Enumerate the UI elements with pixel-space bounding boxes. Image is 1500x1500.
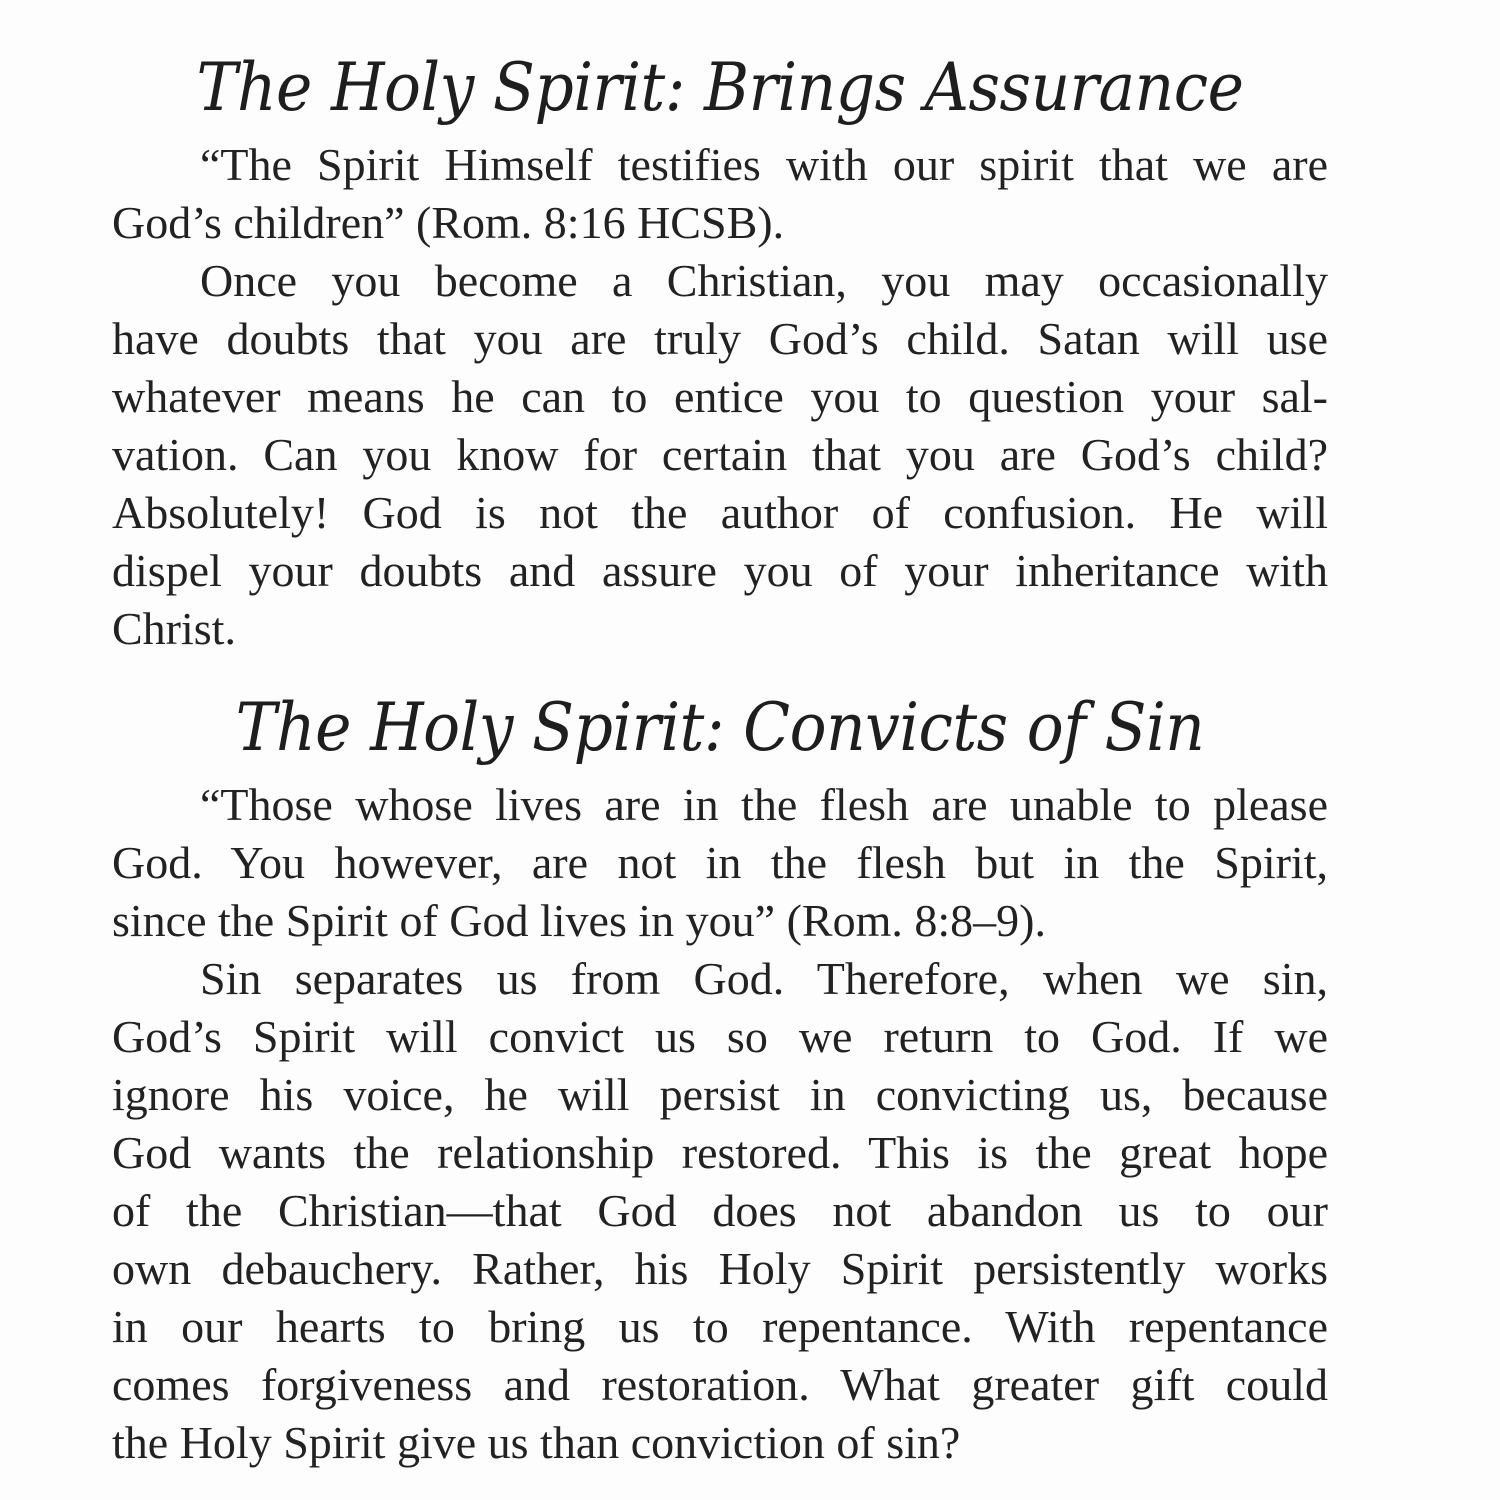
text-line: God wants the relationship restored. This is the great hope (112, 1127, 1328, 1178)
text-line: in our hearts to bring us to repentance. With repentance (112, 1301, 1328, 1352)
body-paragraph (112, 252, 1328, 658)
text-line: whatever means he can to entice you to question your sal- (112, 371, 1328, 422)
section-heading: The Holy Spirit: Brings Assurance (196, 49, 1244, 126)
text-line: “The Spirit Himself testifies with our spirit that we are (200, 139, 1328, 190)
text-line: Sin separates us from God. Therefore, when we sin, (200, 953, 1328, 1004)
scripture-quote (112, 136, 1328, 252)
text-line: have doubts that you are truly God’s child. Satan will use (112, 313, 1328, 364)
scripture-quote (112, 776, 1328, 950)
text-line: Once you become a Christian, you may occasionally (200, 255, 1328, 306)
section-heading: The Holy Spirit: Convicts of Sin (235, 689, 1205, 766)
text-line: since the Spirit of God lives in you” (Rom. 8:8–9). (112, 895, 1046, 946)
text-line: comes forgiveness and restoration. What greater gift could (112, 1359, 1328, 1410)
text-line: Absolutely! God is not the author of confusion. He will (112, 487, 1328, 538)
text-line: ignore his voice, he will persist in convicting us, because (112, 1069, 1328, 1120)
text-line: Christ. (112, 603, 236, 654)
section-convicts-of-sin (112, 680, 1328, 1472)
text-line: God. You however, are not in the flesh but in the Spirit, (112, 837, 1328, 888)
body-paragraph (112, 950, 1328, 1472)
text-line: God’s Spirit will convict us so we return to God. If we (112, 1011, 1328, 1062)
text-line: “Those whose lives are in the flesh are unable to please (200, 779, 1328, 830)
text-line: of the Christian—that God does not abandon us to our (112, 1185, 1328, 1236)
text-line: own debauchery. Rather, his Holy Spirit persistently works (112, 1243, 1328, 1294)
text-line: vation. Can you know for certain that you are God’s child? (112, 429, 1328, 480)
text-line: God’s children” (Rom. 8:16 HCSB). (112, 197, 785, 248)
text-line: the Holy Spirit give us than conviction of sin? (112, 1417, 961, 1468)
section-brings-assurance (112, 40, 1328, 658)
text-line: dispel your doubts and assure you of your inheritance with (112, 545, 1328, 596)
